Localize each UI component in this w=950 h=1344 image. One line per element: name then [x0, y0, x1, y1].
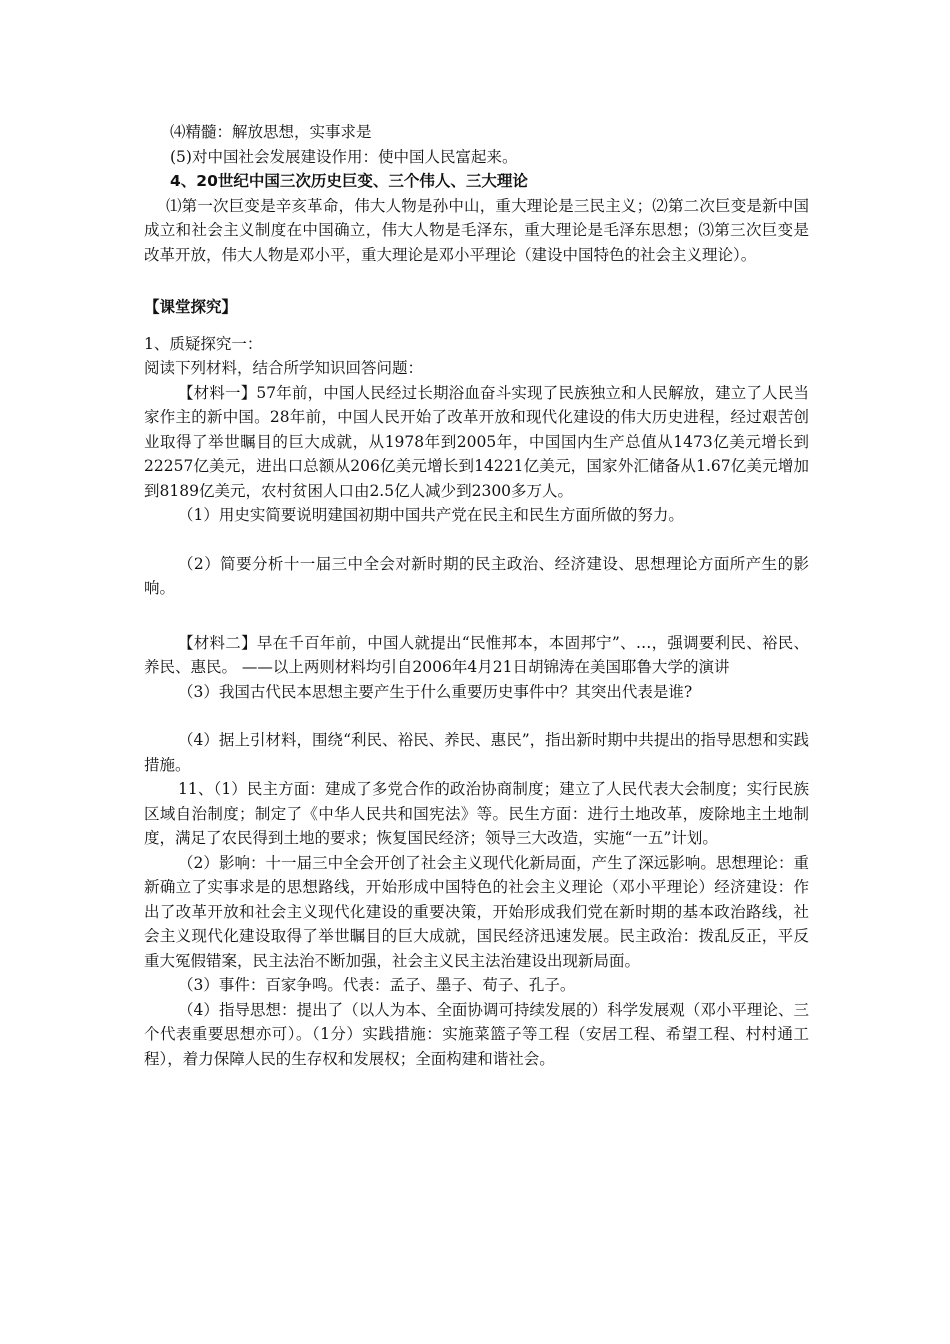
question-intro: 1、质疑探究一： [144, 334, 263, 353]
question-1: （1）用史实简要说明建国初期中国共产党在民主和民生方面所做的努力。 [178, 506, 684, 524]
reading-prompt: 阅读下列材料，结合所学知识回答问题： [144, 359, 424, 377]
section-title: 【课堂探究】 [144, 298, 238, 316]
document-page [144, 120, 809, 1071]
material-two: 【材料二】早在千百年前，中国人就提出“民惟邦本，本固邦宁”、…，强调要利民、裕民、养民、惠民。 ——以上两则材料均引自2006年4月21日胡锦涛在美国耶鲁大学的演讲 [144, 633, 809, 676]
question-2: （2）简要分析十一届三中全会对新时期的民主政治、经济建设、思想理论方面所产生的影响。 [144, 554, 809, 597]
material-one: 【材料一】57年前，中国人民经过长期浴血奋斗实现了民族独立和人民解放，建立了人民当家作主的新中国。28年前，中国人民开始了改革开放和现代化建设的伟大历史进程，经过艰苦创业取得了举世瞩目的巨大成就，从1978年到2005年，中国国内生产总值从1473亿美元增长到22257亿美元，进出口总额从206亿美元增长到14221亿美元，国家外汇储备从1.67亿美元增加到8189亿美元，农村贫困人口由2.5亿人减少到2300多万人。 [144, 383, 809, 500]
answer-1: 11、（1）民主方面：建成了多党合作的政治协商制度；建立了人民代表大会制度；实行民族区域自治制度；制定了《中华人民共和国宪法》等。民生方面：进行土地改革，废除地主土地制度，满足了农民得到土地的要求；恢复国民经济；领导三大改造，实施“一五”计划。 [144, 780, 809, 847]
list-item-effect: (5)对中国社会发展建设作用：使中国人民富起来。 [170, 147, 518, 166]
paragraph-three-changes: ⑴第一次巨变是辛亥革命，伟大人物是孙中山，重大理论是三民主义；⑵第二次巨变是新中国成立和社会主义制度在中国确立，伟大人物是毛泽东，重大理论是毛泽东思想；⑶第三次巨变是改革开放，伟大人物是邓小平，重大理论是邓小平理论（建设中国特色的社会主义理论）。 [144, 196, 809, 264]
answer-2: （2）影响：十一届三中全会开创了社会主义现代化新局面，产生了深远影响。思想理论：重新确立了实事求是的思想路线，开始形成中国特色的社会主义理论（邓小平理论）经济建设：作出了改革开放和社会主义现代化建设的重要决策，开始形成我们党在新时期的基本政治路线，社会主义现代化建设取得了举世瞩目的巨大成就，国民经济迅速发展。民主政治：拨乱反正，平反重大冤假错案，民主法治不断加强，社会主义民主法治建设出现新局面。 [144, 853, 809, 970]
list-item-essence: ⑷精髓：解放思想，实事求是 [170, 123, 372, 141]
answer-4: （4）指导思想：提出了（以人为本、全面协调可持续发展的）科学发展观（邓小平理论、三个代表重要思想亦可）。（1分）实践措施：实施菜篮子等工程（安居工程、希望工程、村村通工程），着力保障人民的生存权和发展权；全面构建和谐社会。 [144, 1000, 809, 1068]
question-3: （3）我国古代民本思想主要产生于什么重要历史事件中？其突出代表是谁? [178, 682, 693, 701]
heading-three-changes: 4、20世纪中国三次历史巨变、三个伟人、三大理论 [170, 172, 528, 190]
question-4: （4）据上引材料，围绕“利民、裕民、养民、惠民”，指出新时期中共提出的指导思想和实践措施。 [144, 731, 809, 774]
answer-3: （3）事件：百家争鸣。代表：孟子、墨子、荀子、孔子。 [178, 976, 576, 994]
